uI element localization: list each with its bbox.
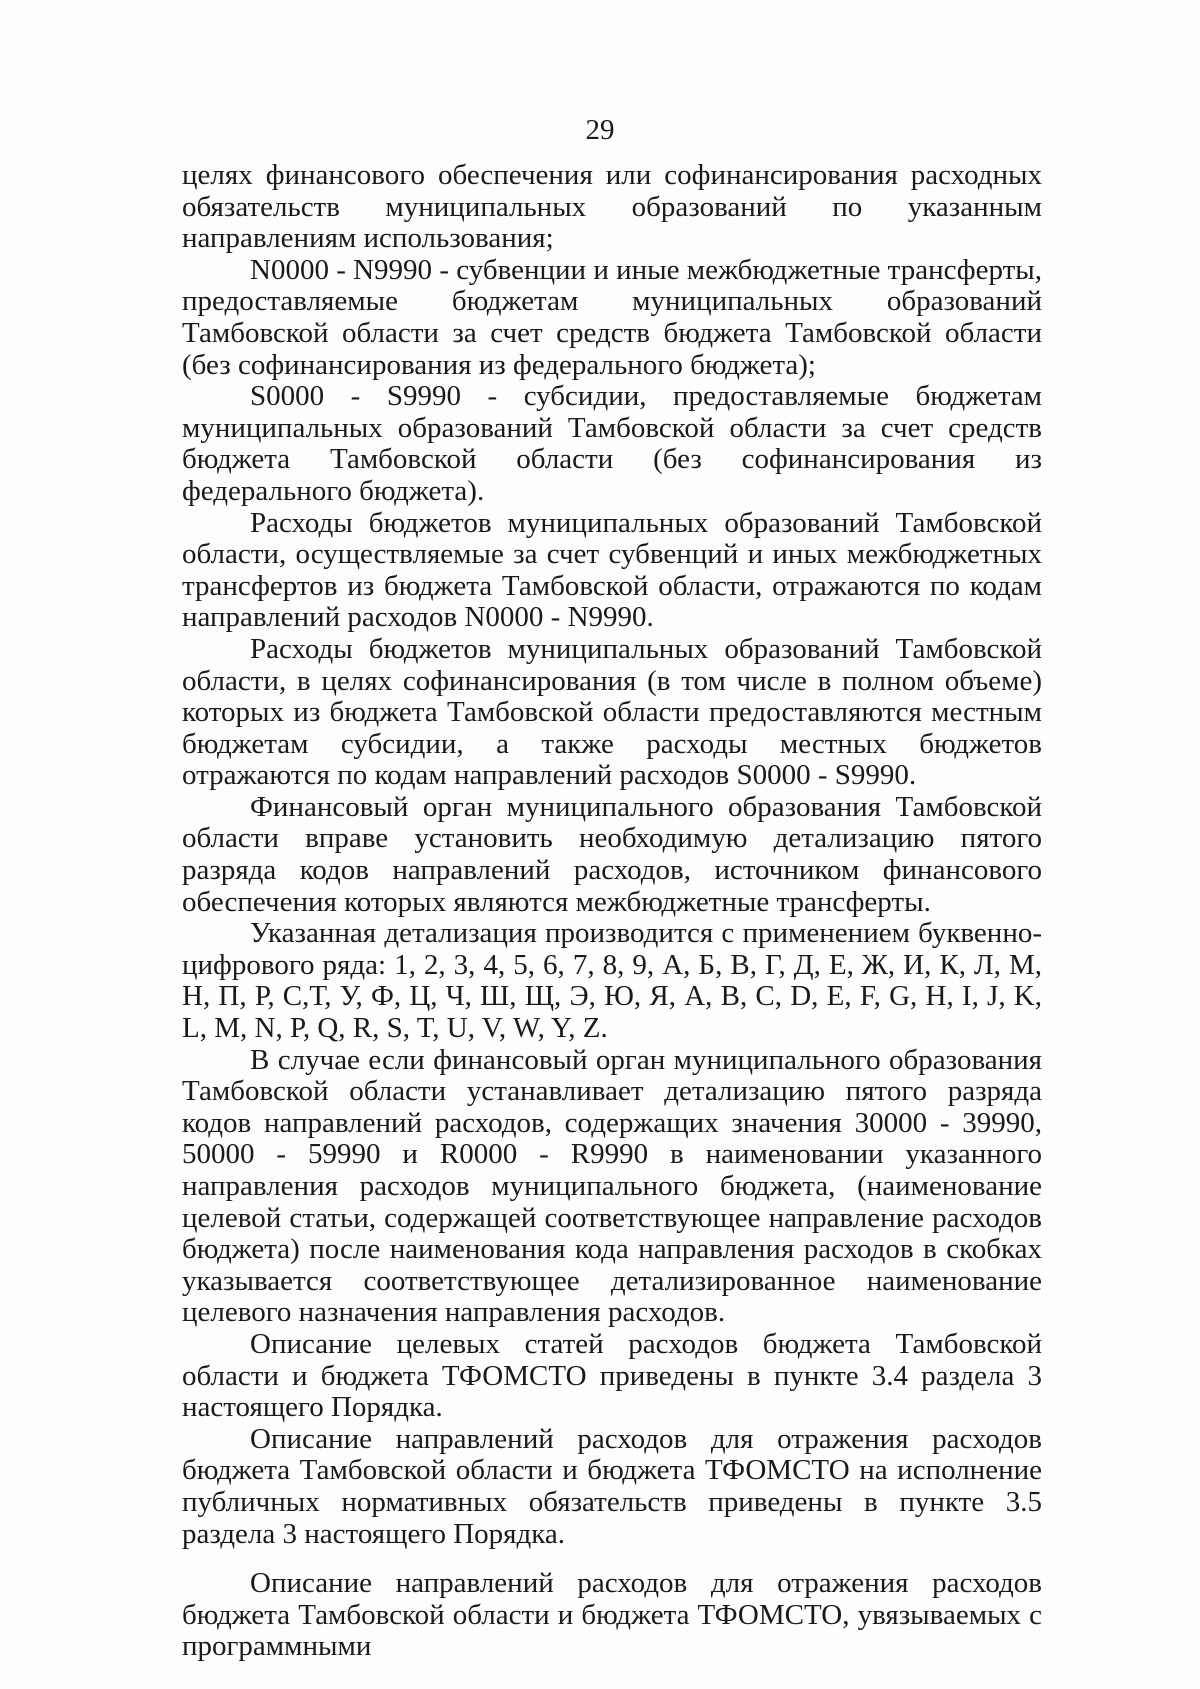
- paragraph-continuation: целях финансового обеспечения или софинансирования расходных обязательств муниципальных образований по указанным направлениям использования;: [182, 159, 1042, 255]
- paragraph-cofinancing: Расходы бюджетов муниципальных образований Тамбовской области, в целях софинансирования (в том числе в полном объеме) которых из бюджета Тамбовской области предоставляются местным бюджетам субсидии, а также расходы местных бюджетов отражаются по кодам направлений расходов S0000 - S9990.: [182, 632, 1042, 792]
- paragraph-subventions: Расходы бюджетов муниципальных образований Тамбовской области, осуществляемые за счет субвенций и иных межбюджетных трансфертов из бюджета Тамбовской области, отражаются по кодам направлений расходов N0000 - N9990.: [182, 506, 1042, 634]
- paragraph-n-codes: N0000 - N9990 - субвенции и иные межбюджетные трансферты, предоставляемые бюджетам муниципальных образований Тамбовской области за счет средств бюджета Тамбовской области (без софинансирования из федерального бюджета);: [182, 253, 1042, 381]
- paragraph-alphanumeric-series: Указанная детализация производится с применением буквенно-цифрового ряда: 1, 2, 3, 4, 5, 6, 7, 8, 9, А, Б, В, Г, Д, Е, Ж, И, К, Л, М, Н, П, Р, С,Т, У, Ф, Ц, Ч, Ш, Щ, Э, Ю, Я, A, B, C, D, E, F, G, H, I, J, K, L, M, N, P, Q, R, S, T, U, V, W, Y, Z.: [182, 917, 1042, 1045]
- paragraph-public-obligations: Описание направлений расходов для отражения расходов бюджета Тамбовской области и бюджета ТФОМСТО на исполнение публичных нормативных обязательств приведены в пункте 3.5 раздела 3 настоящего Порядка.: [182, 1422, 1042, 1550]
- paragraph-s-codes: S0000 - S9990 - субсидии, предоставляемые бюджетам муниципальных образований Тамбовской области за счет средств бюджета Тамбовской области (без софинансирования из федерального бюджета).: [182, 380, 1042, 507]
- document-body: [182, 160, 1042, 1663]
- page-number: 29: [585, 114, 615, 146]
- paragraph-target-articles: Описание целевых статей расходов бюджета Тамбовской области и бюджета ТФОМСТО приведены в пункте 3.4 раздела 3 настоящего Порядка.: [182, 1327, 1042, 1424]
- paragraph-detailing-naming: В случае если финансовый орган муниципального образования Тамбовской области устанавливает детализацию пятого разряда кодов направлений расходов, содержащих значения 30000 - 39990, 50000 - 59990 и R0000 - R9990 в наименовании указанного направления расходов муниципального бюджета, (наименование целевой статьи, содержащей соответствующее направление расходов бюджета) после наименования кода направления расходов в скобках указывается соответствующее детализированное наименование целевого назначения направления расходов.: [182, 1043, 1042, 1329]
- paragraph-program-linked: Описание направлений расходов для отражения расходов бюджета Тамбовской области и бюджета ТФОМСТО, увязываемых с программными: [182, 1567, 1042, 1663]
- paragraph-detailing-right: Финансовый орган муниципального образования Тамбовской области вправе установить необходимую детализацию пятого разряда кодов направлений расходов, источником финансового обеспечения которых являются межбюджетные трансферты.: [182, 790, 1042, 918]
